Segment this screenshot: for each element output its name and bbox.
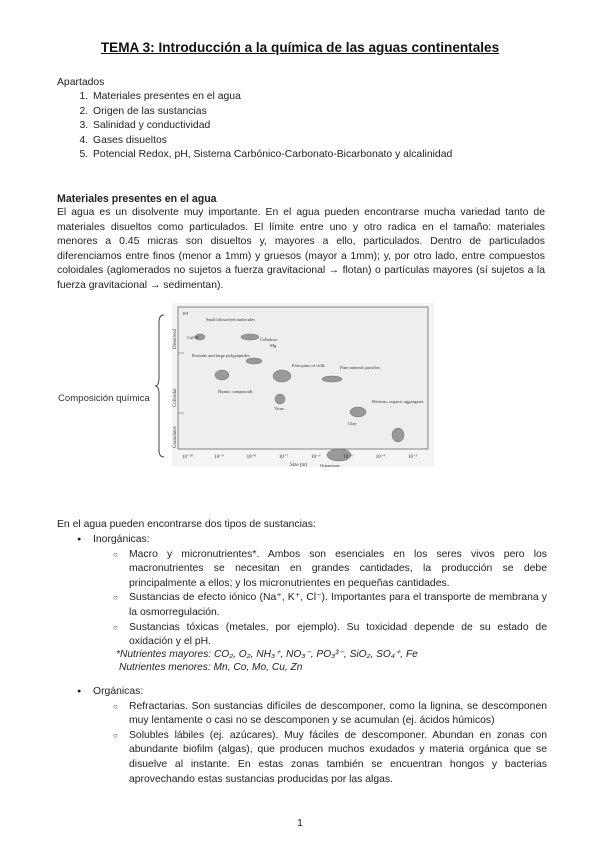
list-item: ○ Sustancias tóxicas (metales, por ejemplo). Su toxicidad depende de su estado de oxidación y el pH.: [113, 621, 547, 650]
x-tick-label: 10⁻⁴: [375, 455, 386, 460]
figure-annotation: Mg: [270, 343, 277, 348]
figure-annotation: Detritus, organic aggregates: [372, 399, 424, 404]
figure-annotation: 10⁴: [182, 311, 189, 316]
organicas-sublist: [93, 700, 547, 788]
x-tick-label: 10⁻³: [408, 455, 418, 460]
figure-annotation: Humic compounds: [218, 389, 253, 394]
list-item: ○ Sustancias de efecto iónico (Na⁺, K⁺, Cl⁻). Importantes para el transporte de membrana y la osmorregulación.: [113, 591, 547, 620]
y-group-label: Colloidal: [173, 388, 178, 407]
list-item: 5. Potencial Redox, pH, Sistema Carbónico-Carbonato-Bicarbonato y alcalinidad: [91, 148, 591, 163]
apartados-list: [57, 90, 591, 163]
list-item: ○ Refractarias. Son sustancias difíciles de descomponer, como la lignina, se descomponen muy lentamente o casi no se descomponen y se acumulan (ej. ácidos húmicos): [113, 700, 547, 729]
nutrientes-menores: Nutrientes menores: Mn, Co, Mo, Cu, Zn: [119, 662, 303, 673]
list-item: ○ Macro y micronutrientes*. Ambos son esenciales en los seres vivos pero los macronutrientes se necesitan en grandes cantidades, la producción se debe principalmente a ellos; y los micronutrientes en pequeñas cantidades.: [113, 548, 547, 592]
organicas-list: [77, 685, 547, 787]
list-item-label: Inorgánicas:: [93, 534, 150, 545]
x-axis-label: Size (m): [290, 463, 308, 467]
figure-annotation: Fine mineral particles: [340, 365, 381, 370]
figure-annotation: Organisms: [320, 463, 340, 467]
x-tick-label: 10⁻⁷: [278, 455, 289, 460]
x-tick-label: 10⁻⁸: [246, 455, 256, 460]
list-item: [77, 533, 547, 650]
figure-annotation: Small dissolved molecules: [206, 317, 255, 322]
page-number: 1: [297, 818, 303, 829]
size-classification-figure: [172, 303, 434, 467]
figure-annotation: Virus: [274, 406, 284, 411]
x-tick-label: 10⁻⁹: [214, 455, 224, 460]
apartados-label: Apartados: [57, 77, 105, 88]
inorganicas-sublist: [93, 548, 547, 650]
figure-annotation: Free parts of cells: [292, 363, 325, 368]
list-item-label: Orgánicas:: [93, 686, 144, 697]
figure-annotation: Clay: [348, 421, 357, 426]
x-tick-label: 10⁻⁶: [311, 455, 321, 460]
y-group-label: Granulates: [173, 426, 178, 448]
list-item: 3. Salinidad y conductividad: [91, 119, 591, 134]
section-heading: Materiales presentes en el agua: [57, 193, 217, 205]
y-group-label: Dissolved: [173, 329, 178, 349]
tipos-intro: En el agua pueden encontrarse dos tipos de sustancias:: [57, 519, 316, 530]
figure-side-label: Composición química: [58, 393, 150, 404]
x-tick-label: 10⁻⁵: [343, 455, 353, 460]
list-item: [77, 685, 547, 787]
list-item: ○ Solubles lábiles (ej. azúcares). Muy fáciles de descomponer. Abundan en zonas con abundante biofilm (algas), que producen muchos exudados y materia orgánica que se disuelve al instante. En estas zonas también se encuentran hongos y bacterias aprovechando estas sustancias producidas por las algas.: [113, 729, 547, 787]
list-item: 4. Gases disueltos: [91, 134, 591, 149]
figure-brace: [154, 314, 166, 458]
figure-annotation: Proteins and large polypeptides: [192, 353, 250, 358]
page-title: TEMA 3: Introducción a la química de las aguas continentales: [100, 40, 500, 55]
figure-annotation: CaOH: [187, 335, 199, 340]
figure-annotation: Cellulose: [260, 337, 278, 342]
section-paragraph: El agua es un disolvente muy importante. En el agua pueden encontrarse mucha variedad tanto de materiales disueltos como particulados. El límite entre uno y otro radica en el tamaño: materiales menores a 0.45 micras son disueltos y, mayores a ello, particulados. Dentro de particulados diferenciamos entre finos (menor a 1mm) y gruesos (mayor a 1mm); y, por otro lado, entre compuestos coloidales (aglomerados no sujetos a fuerza gravitacional → flotan) o partículas mayores (sí sujetos a la fuerza gravitacional → sedimentan).: [57, 207, 545, 291]
nutrientes-mayores: *Nutrientes mayores: CO₂, O₂, NH₃⁺, NO₃⁻, PO₃³⁻, SiO₂, SO₄⁺, Fe: [116, 649, 418, 660]
list-item: 2. Origen de las sustancias: [91, 105, 591, 120]
inorganicas-list: [77, 533, 547, 650]
x-tick-label: 10⁻¹⁰: [182, 455, 194, 460]
list-item: 1. Materiales presentes en el agua: [91, 90, 591, 105]
